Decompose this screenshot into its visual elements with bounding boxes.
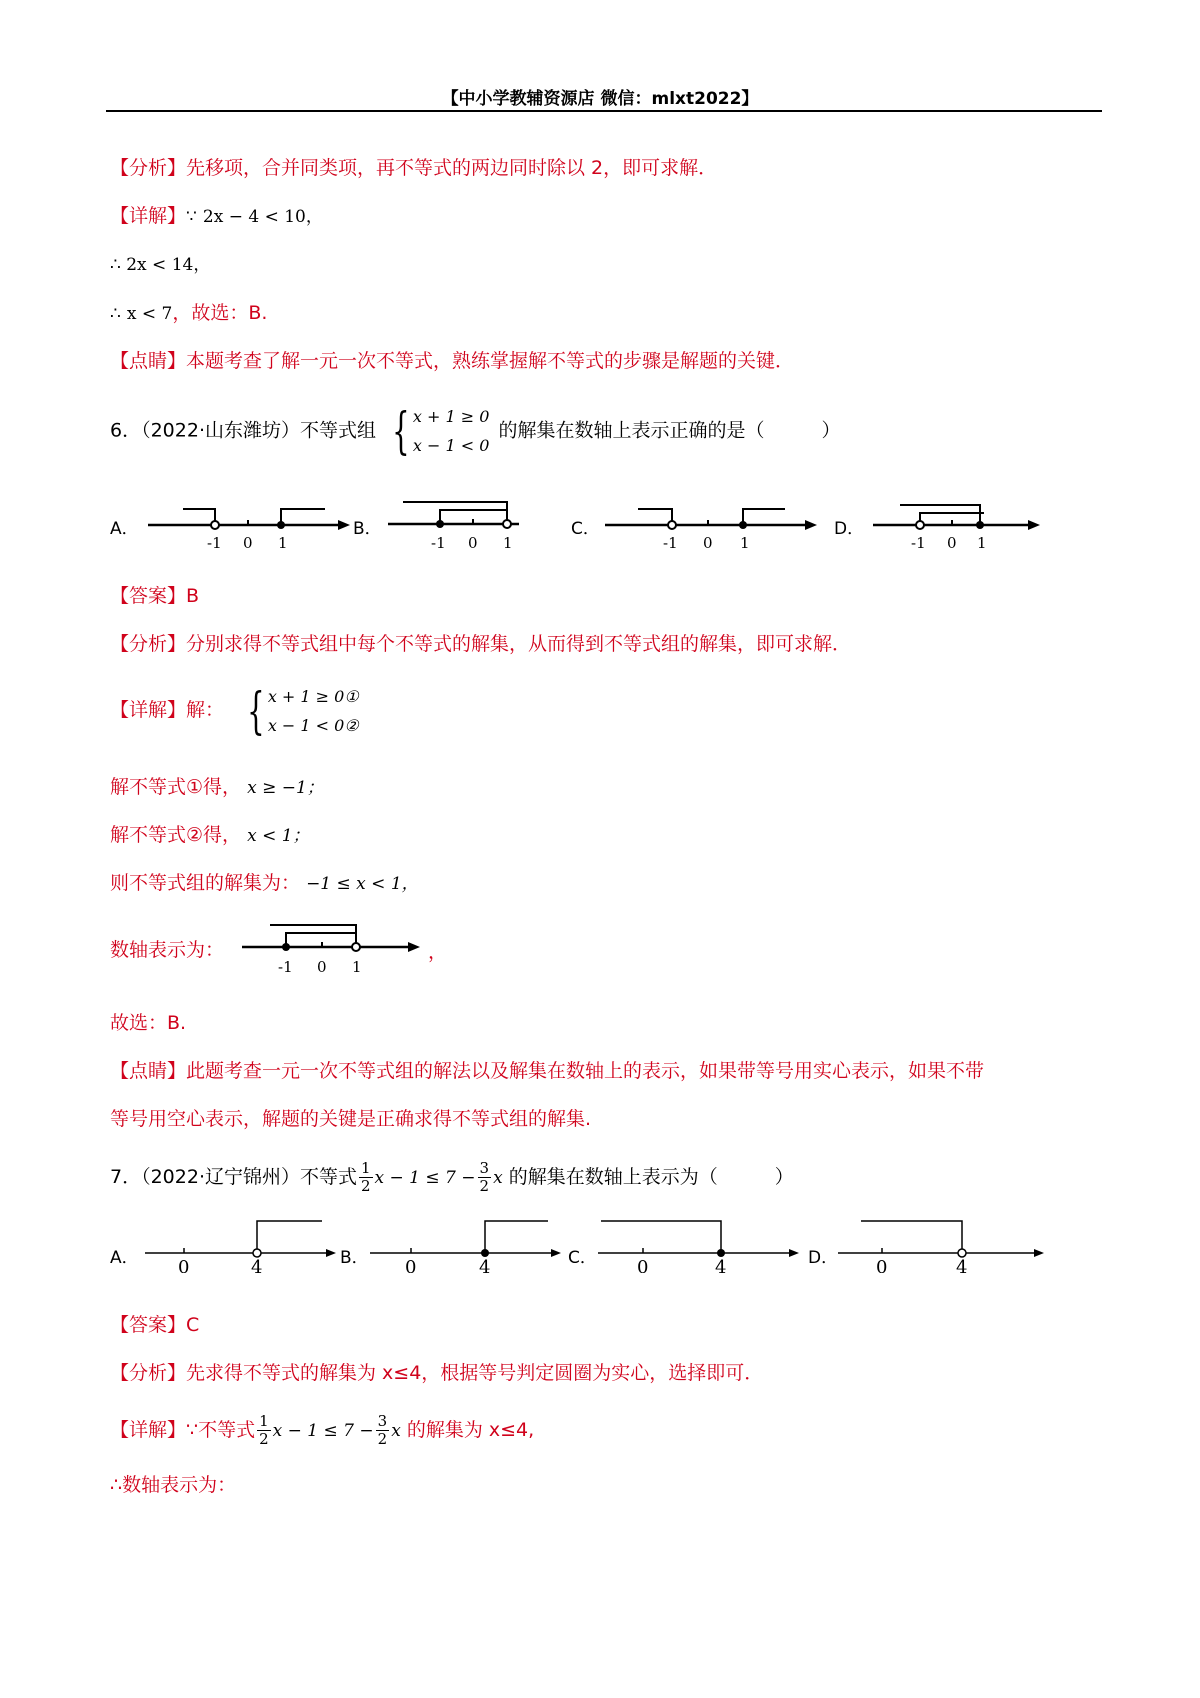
- comment-line-1: 此题考查一元一次不等式组的解法以及解集在数轴上的表示，如果带等号用实心表示，如果不带: [186, 1060, 985, 1082]
- prev-step3: [110, 300, 267, 327]
- q7-stem-prefix: 7．（2022·辽宁锦州）不等式: [110, 1166, 357, 1188]
- q6-option-a-label: A．: [110, 519, 139, 539]
- answer-value: C: [186, 1314, 200, 1336]
- tick-label: -1: [663, 534, 678, 552]
- tick-label: 1: [278, 534, 288, 552]
- detail-inequality: 2x − 4 < 10: [202, 207, 306, 227]
- comment-tag: 【点睛】: [110, 1060, 187, 1082]
- q6-option-d-label: D．: [834, 519, 865, 539]
- tick-label: 0: [317, 958, 327, 976]
- prev-analysis: [110, 155, 717, 181]
- step3-inequality: x < 7: [126, 304, 173, 324]
- brace-icon: {: [392, 402, 410, 460]
- denominator: 2: [377, 1430, 388, 1448]
- q7-option-d-axis: [836, 1213, 1051, 1273]
- header-rule: [106, 110, 1102, 112]
- q6-solution-set: [110, 870, 419, 897]
- solve2-math: x < 1；: [247, 826, 310, 846]
- q6-stem: [110, 402, 840, 460]
- prev-comment: [110, 348, 794, 374]
- q6-comment: [110, 1058, 984, 1084]
- prev-step2: [110, 252, 210, 278]
- prev-detail: [110, 203, 323, 230]
- analysis-text: 分别求得不等式组中每个不等式的解集，从而得到不等式组的解集，即可求解．: [186, 633, 852, 655]
- q7-option-a-label: A．: [110, 1248, 139, 1268]
- tick-label: -1: [207, 534, 222, 552]
- axis-text: 数轴表示为：: [110, 939, 225, 961]
- q7-final: [110, 1472, 236, 1498]
- detail-tag: 【详解】: [110, 205, 187, 227]
- q7-stem: [110, 1160, 794, 1195]
- detail-tag: 【详解】: [110, 699, 187, 721]
- solve2-text: 解不等式②得，: [110, 824, 242, 846]
- tick-label: 4: [956, 1257, 968, 1273]
- comment-text: 本题考查了解一元一次不等式，熟练掌握解不等式的步骤是解题的关键．: [186, 350, 795, 372]
- brace-icon: {: [247, 682, 265, 740]
- detail-text: 解：: [186, 699, 225, 721]
- analysis-tag: 【分析】: [110, 157, 187, 179]
- q7-answer: [110, 1312, 199, 1338]
- analysis-tag: 【分析】: [110, 1362, 187, 1384]
- q6-option-c-axis: [600, 495, 820, 555]
- q7-detail: [110, 1413, 534, 1448]
- fraction: [376, 1413, 390, 1448]
- q6-solve2: [110, 822, 310, 849]
- tick-label: -1: [278, 958, 293, 976]
- tick-label: 0: [405, 1257, 417, 1273]
- since-symbol: ∵: [186, 207, 197, 227]
- q7-option-a-axis: [140, 1213, 340, 1273]
- q6-comment-cont: [110, 1106, 591, 1132]
- q7-variable: x: [493, 1168, 503, 1188]
- q7-mid-expression: x − 1 ≤ 7 −: [374, 1168, 476, 1188]
- detail-suffix: 的解集为 x≤4,: [406, 1419, 535, 1441]
- tick-label: 1: [740, 534, 750, 552]
- detail-mid-expression: x − 1 ≤ 7 −: [272, 1421, 374, 1441]
- axis-comma: ，: [428, 941, 448, 963]
- analysis-tag: 【分析】: [110, 633, 187, 655]
- detail-system-line-2: x − 1 < 0②: [267, 716, 359, 735]
- tick-label: -1: [911, 534, 926, 552]
- tick-label: 4: [479, 1257, 491, 1273]
- tick-label: 0: [468, 534, 478, 552]
- q6-stem-prefix: 6．（2022·山东潍坊）不等式组: [110, 419, 376, 442]
- system-line-1: x + 1 ≥ 0: [412, 407, 490, 426]
- detail-since: ∵不等式: [186, 1419, 256, 1441]
- q6-stem-suffix: 的解集在数轴上表示正确的是（ ）: [498, 419, 841, 442]
- q6-option-a-axis: [143, 495, 353, 555]
- q6-option-d-axis: [868, 495, 1048, 555]
- q6-option-b-axis: [383, 492, 583, 555]
- denominator: 2: [360, 1177, 371, 1195]
- tick-label: 0: [876, 1257, 888, 1273]
- step2-inequality: 2x < 14: [126, 255, 194, 275]
- tick-label: 1: [503, 534, 513, 552]
- numerator: 3: [377, 1412, 388, 1430]
- q7-analysis: [110, 1360, 763, 1386]
- numerator: 1: [259, 1412, 269, 1430]
- q6-solution-axis: [240, 915, 430, 978]
- fraction: [478, 1160, 492, 1195]
- analysis-text: 先求得不等式的解集为 x≤4，根据等号判定圆圈为实心，选择即可．: [186, 1362, 764, 1384]
- tick-label: -1: [431, 534, 446, 552]
- detail-tag: 【详解】: [110, 1419, 187, 1441]
- comma: ，: [305, 207, 323, 227]
- q6-system: [385, 402, 489, 460]
- comment-line-2: 等号用空心表示，解题的关键是正确求得不等式组的解集.: [110, 1108, 592, 1130]
- analysis-text: 先移项，合并同类项，再不等式的两边同时除以 2，即可求解．: [186, 157, 718, 179]
- q6-axis-text: [110, 937, 224, 963]
- tick-label: 1: [977, 534, 987, 552]
- solve1-math: x ≥ −1；: [247, 778, 324, 798]
- q7-option-b-axis: [368, 1213, 568, 1273]
- q6-analysis: [110, 631, 851, 657]
- answer-tag: 【答案】: [110, 585, 187, 607]
- tick-label: 0: [703, 534, 713, 552]
- q7-option-c-axis: [596, 1213, 806, 1273]
- q6-solve1: [110, 774, 324, 801]
- q6-detail: [110, 697, 224, 723]
- q7-option-d-label: D．: [808, 1248, 839, 1268]
- q7-option-b-label: B．: [340, 1248, 369, 1268]
- fraction: [359, 1160, 373, 1195]
- numerator: 1: [360, 1159, 371, 1177]
- therefore-symbol: ∴: [110, 255, 121, 275]
- q6-option-b-label: B．: [353, 519, 382, 539]
- tick-label: 0: [178, 1257, 190, 1273]
- tick-label: 4: [715, 1257, 727, 1273]
- page-header: 【中小学教辅资源店 微信：mlxt2022】: [441, 89, 759, 109]
- tick-label: 0: [947, 534, 957, 552]
- therefore-symbol: ∴: [110, 304, 121, 324]
- q7-stem-suffix: 的解集在数轴上表示为（ ）: [508, 1166, 794, 1188]
- choice-text: ，故选：B.: [172, 302, 268, 324]
- set-text: 则不等式组的解集为：: [110, 872, 301, 894]
- set-math: −1 ≤ x < 1，: [306, 874, 419, 894]
- answer-tag: 【答案】: [110, 1314, 187, 1336]
- q6-answer: [110, 583, 199, 609]
- q6-choice: [110, 1010, 186, 1036]
- tick-label: 1: [352, 958, 362, 976]
- solve1-text: 解不等式①得，: [110, 776, 242, 798]
- q7-option-c-label: C．: [568, 1248, 597, 1268]
- answer-value: B: [186, 585, 200, 607]
- comment-tag: 【点睛】: [110, 350, 187, 372]
- detail-variable: x: [391, 1421, 401, 1441]
- comma: ，: [193, 255, 211, 275]
- choice-text: 故选：B.: [110, 1012, 187, 1034]
- denominator: 2: [259, 1430, 269, 1448]
- q6-detail-system: [237, 682, 362, 740]
- detail-system-line-1: x + 1 ≥ 0①: [267, 687, 359, 706]
- tick-label: 0: [243, 534, 253, 552]
- tick-label: 4: [251, 1257, 263, 1273]
- tick-label: 0: [637, 1257, 649, 1273]
- numerator: 3: [479, 1159, 490, 1177]
- fraction: [257, 1413, 271, 1448]
- denominator: 2: [479, 1177, 490, 1195]
- final-text: ∴数轴表示为：: [110, 1474, 237, 1496]
- q6-option-c-label: C．: [571, 519, 600, 539]
- system-line-2: x − 1 < 0: [412, 436, 490, 455]
